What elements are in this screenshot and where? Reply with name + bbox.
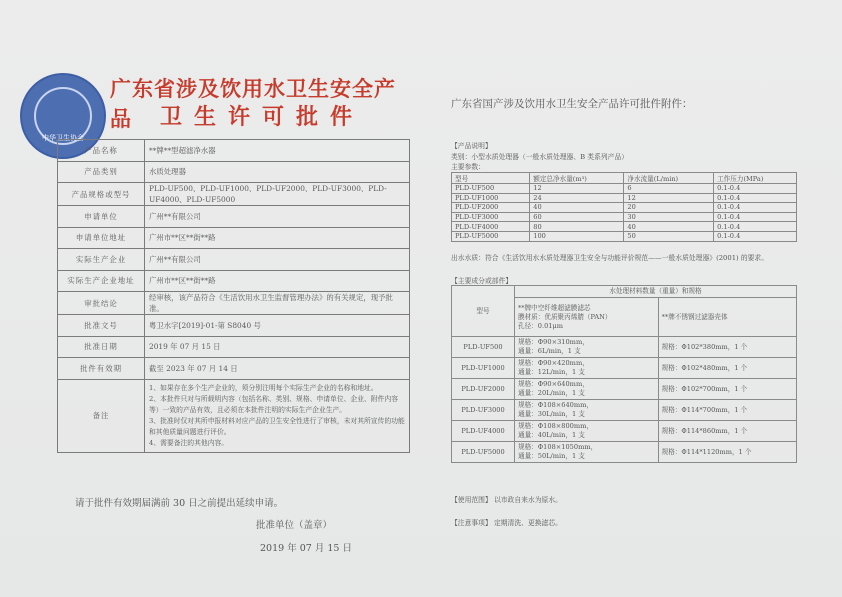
spec-text: 规格：Φ90×420mm，: [518, 359, 589, 367]
table-row: [58, 336, 410, 358]
notes-label: 备注: [58, 379, 145, 452]
table-row: [58, 358, 410, 380]
flow-text: 通量：12L/min，1 支: [518, 368, 585, 376]
field-value: 广州市**区**街**路: [145, 227, 410, 249]
table-row: [58, 140, 410, 162]
table-cell: 0.1-0.4: [714, 231, 797, 241]
table-cell: PLD-UF2000: [452, 203, 530, 213]
field-label: 申请单位地址: [58, 227, 145, 249]
table-row: [452, 379, 797, 400]
table-cell: PLD-UF3000: [452, 400, 515, 421]
category-line: 类别：小型水质处理器（一般水质处理器、B 类系列产品）: [451, 153, 629, 161]
table-cell: 规格：Φ114*1120mm，1 个: [658, 442, 796, 463]
table-cell: 0.1-0.4: [714, 212, 797, 222]
precautions: 【注意事项】 定期清洗、更换滤芯。: [451, 519, 562, 527]
table-cell: PLD-UF4000: [452, 222, 530, 232]
field-value: 2019 年 07 月 15 日: [145, 336, 410, 358]
note-item: 3、批准时仅对其所申报材料对应产品的卫生安全性进行了审核，未对其所宣传的功能和其他质量问题进行评价。: [149, 416, 405, 436]
table-cell: PLD-UF2000: [452, 379, 515, 400]
field-value: 经审核，该产品符合《生活饮用水卫生监督管理办法》的有关规定，现予批准。: [145, 292, 410, 315]
table-cell: PLD-UF3000: [452, 212, 530, 222]
field-label: 批件有效期: [58, 358, 145, 380]
renewal-note: 请于批件有效期届满前 30 日之前提出延续申请。: [75, 498, 284, 509]
table-row: [452, 421, 797, 442]
field-value: 截至 2023 年 07 月 14 日: [145, 358, 410, 380]
table-cell: 12: [624, 193, 714, 203]
table-cell: PLD-UF500: [452, 337, 515, 358]
field-label: 实际生产企业地址: [58, 270, 145, 292]
table-row: [58, 161, 410, 183]
table-cell: PLD-UF5000: [452, 231, 530, 241]
table-cell: 40: [530, 203, 624, 213]
field-label: 产品类别: [58, 161, 145, 183]
table-cell: [515, 358, 659, 379]
table-header-row: [452, 286, 797, 298]
table-cell: [515, 421, 659, 442]
table-row: [58, 249, 410, 271]
table-cell: 规格：Φ102*380mm，1 个: [658, 337, 796, 358]
table-row: [58, 206, 410, 228]
table-header-row: [452, 173, 797, 184]
table-cell: [515, 442, 659, 463]
table-cell: PLD-UF5000: [452, 442, 515, 463]
table-cell: 100: [530, 231, 624, 241]
table-row: [452, 212, 797, 222]
table-cell: 30: [624, 212, 714, 222]
table-row: [58, 227, 410, 249]
field-value: **牌**型超滤净水器: [145, 140, 410, 162]
flow-text: 通量：30L/min，1 支: [518, 410, 585, 418]
table-cell: PLD-UF4000: [452, 421, 515, 442]
document-subtitle: 卫生许可批件: [160, 105, 365, 130]
note-item: 2、本批件只对与所载明内容（包括名称、类别、规格、申请单位、企业、附件内容等）一致的产品有效，且必须在本批件注明的实际生产企业生产。: [149, 394, 399, 414]
housing-header: **牌不锈钢过滤器壳体: [658, 298, 796, 337]
table-cell: [515, 337, 659, 358]
attachment-title: 广东省国产涉及饮用水卫生安全产品许可批件附件：: [451, 98, 693, 110]
document-title: 广东省涉及饮用水卫生安全产品: [110, 77, 396, 131]
field-label: 产品名称: [58, 140, 145, 162]
table-row: [452, 193, 797, 203]
table-row: [452, 222, 797, 232]
notes-row: [58, 379, 410, 452]
table-cell: 60: [530, 212, 624, 222]
table-row: [452, 358, 797, 379]
spec-text: 规格：Φ108×640mm，: [518, 401, 593, 409]
flow-text: 通量：40L/min，1 支: [518, 431, 585, 439]
table-row: [452, 442, 797, 463]
table-row: [58, 183, 410, 206]
license-table: [57, 139, 410, 453]
signature-date: 2019 年 07 月 15 日: [260, 543, 352, 554]
water-quality-line: 出水水质：符合《生活饮用水水质处理器卫生安全与功能评价规范——一般水质处理器》(2001) 的要求。: [451, 254, 769, 262]
parameter-table: [451, 172, 797, 242]
column-header: 型号: [452, 173, 530, 184]
field-label: 审批结论: [58, 292, 145, 315]
usage-scope: 【使用范围】 以市政自来水为原水。: [451, 496, 562, 504]
table-cell: [515, 379, 659, 400]
table-row: [452, 203, 797, 213]
flow-text: 通量：50L/min，1 支: [518, 452, 585, 460]
table-row: [58, 270, 410, 292]
table-cell: 40: [624, 222, 714, 232]
approving-authority: 批准单位（盖章）: [256, 520, 333, 531]
spec-text: 规格：Φ108×800mm，: [518, 422, 593, 430]
filter-element-header: **牌中空纤维超滤膜滤芯 膜材质：优质聚丙烯腈（PAN） 孔径：0.01μm: [515, 298, 659, 337]
field-value: 广州**有限公司: [145, 206, 410, 228]
table-row: [452, 184, 797, 194]
column-header: 额定总净水量(m³): [530, 173, 624, 184]
spec-text: 规格：Φ90×640mm，: [518, 380, 589, 388]
table-cell: 12: [530, 184, 624, 194]
table-cell: 0.1-0.4: [714, 222, 797, 232]
materials-group-header: 水处理材料数量（重量）和规格: [515, 286, 797, 298]
table-cell: 0.1-0.4: [714, 203, 797, 213]
table-cell: PLD-UF1000: [452, 193, 530, 203]
field-label: 实际生产企业: [58, 249, 145, 271]
table-row: [452, 231, 797, 241]
table-cell: 6: [624, 184, 714, 194]
table-cell: 80: [530, 222, 624, 232]
field-value: 广州**有限公司: [145, 249, 410, 271]
table-cell: 规格：Φ114*860mm，1 个: [658, 421, 796, 442]
table-cell: 规格：Φ102*480mm，1 个: [658, 358, 796, 379]
field-label: 申请单位: [58, 206, 145, 228]
flow-text: 通量：6L/min，1 支: [518, 347, 581, 355]
table-cell: PLD-UF1000: [452, 358, 515, 379]
field-value: 粤卫水字[2019]-01-第 S8040 号: [145, 315, 410, 337]
column-header: 净水流量(L/min): [624, 173, 714, 184]
field-label: 产品规格或型号: [58, 183, 145, 206]
materials-table: [451, 285, 797, 463]
flow-text: 通量：20L/min，1 支: [518, 389, 585, 397]
table-row: [58, 292, 410, 315]
notes-content: [145, 379, 410, 452]
spec-text: 规格：Φ108×1050mm，: [518, 443, 598, 451]
table-row: [452, 337, 797, 358]
table-cell: 规格：Φ114*700mm，1 个: [658, 400, 796, 421]
table-cell: 0.1-0.4: [714, 184, 797, 194]
product-desc-heading: 【产品说明】: [451, 142, 492, 150]
params-heading: 主要参数：: [451, 163, 485, 171]
table-row: [452, 400, 797, 421]
table-cell: 24: [530, 193, 624, 203]
table-cell: [515, 400, 659, 421]
note-item: 4、需要备注的其他内容。: [149, 438, 229, 447]
field-label: 批准文号: [58, 315, 145, 337]
seal-text: 中华卫生协会: [42, 134, 84, 142]
column-header: 工作压力(MPa): [714, 173, 797, 184]
table-cell: 规格：Φ102*700mm，1 个: [658, 379, 796, 400]
table-row: [58, 315, 410, 337]
materials-heading: 【主要成分或部件】: [451, 277, 513, 285]
spec-text: 规格：Φ90×310mm，: [518, 338, 589, 346]
table-cell: 0.1-0.4: [714, 193, 797, 203]
table-cell: PLD-UF500: [452, 184, 530, 194]
field-value: 水质处理器: [145, 161, 410, 183]
table-cell: 50: [624, 231, 714, 241]
field-label: 批准日期: [58, 336, 145, 358]
table-cell: 20: [624, 203, 714, 213]
note-item: 1、如果存在多个生产企业的，须分别注明每个实际生产企业的名称和地址。: [149, 383, 378, 392]
field-value: 广州市**区**街**路: [145, 270, 410, 292]
model-header: 型号: [452, 286, 515, 337]
field-value: PLD-UF500、PLD-UF1000、PLD-UF2000、PLD-UF3000、PLD-UF4000、PLD-UF5000: [145, 183, 410, 206]
